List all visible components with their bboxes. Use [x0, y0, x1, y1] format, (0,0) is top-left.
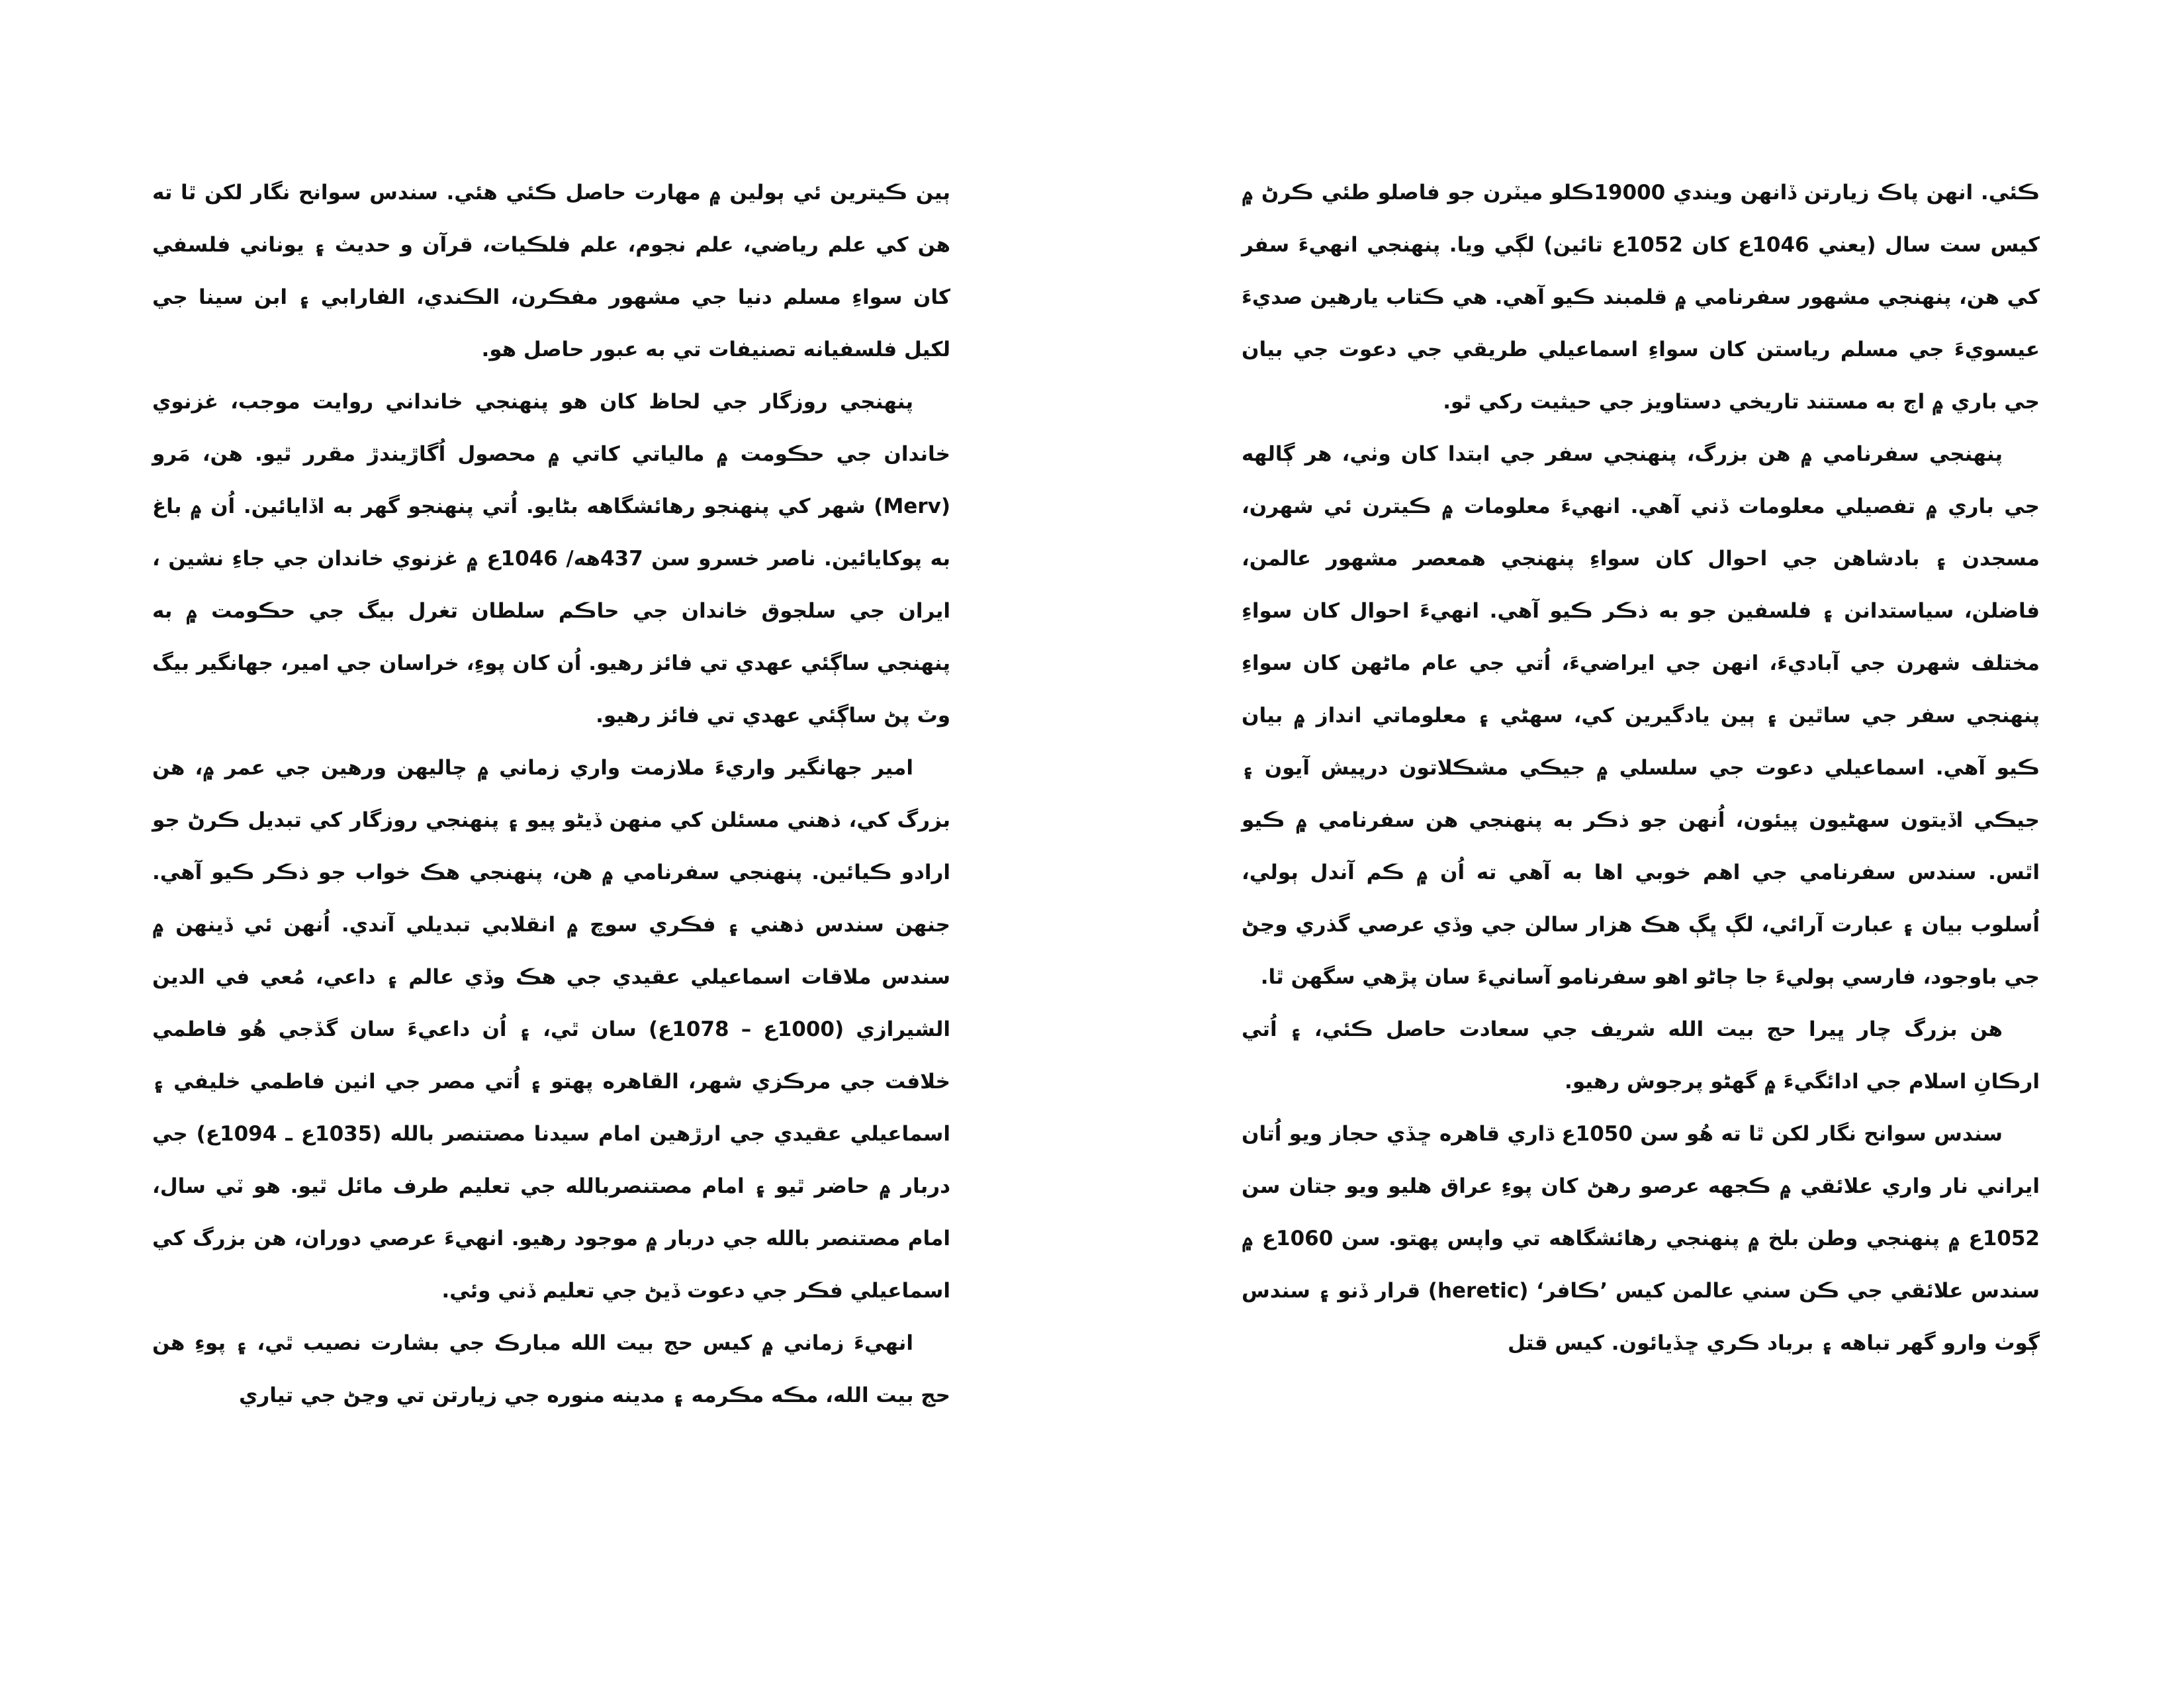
- paragraph: پنهنجي روزگار جي لحاظ کان هو پنهنجي خانداني روايت موجب، غزنوي خاندان جي حڪومت ۾ مالياتي کاتي ۾ محصول اُگاڙيندڙ مقرر ٿيو. هن، مَرو (Merv) شهر کي پنهنجو رهائشگاهه بڻايو. اُتي پنهنجو گهر به اڏايائين. اُن ۾ باغ به پوکايائين. ناصر خسرو سن 437هه/ 1046ع ۾ غزنوي خاندان جي جاءِ نشين ، ايران جي سلجوق خاندان جي حاڪم سلطان تغرل بيگ جي حڪومت ۾ به پنهنجي ساڳئي عهدي تي فائز رهيو. اُن کان پوءِ، خراسان جي امير، جهانگير بيگ وٽ پڻ ساڳئي عهدي تي فائز رهيو.: [152, 390, 950, 727]
- paragraph: هن بزرگ چار ڀيرا حج بيت الله شريف جي سعادت حاصل ڪئي، ۽ اُتي ارڪانِ اسلام جي ادائگيءَ ۾ گهڻو پرجوش رهيو.: [1242, 1017, 2040, 1094]
- paragraph: انهيءَ زماني ۾ کيس حج بيت الله مبارڪ جي بشارت نصيب ٿي، ۽ پوءِ هن حج بيت الله، مڪه مڪرمه ۽ مدينه منوره جي زيارتن تي وڃڻ جي تياري: [152, 1331, 950, 1407]
- paragraph: ڪئي. انهن پاڪ زيارتن ڏانهن ويندي 19000ڪلو ميٽرن جو فاصلو طئي ڪرڻ ۾ کيس ست سال (يعني 1046ع کان 1052ع تائين) لڳي ويا. پنهنجي انهيءَ سفر کي هن، پنهنجي مشهور سفرنامي ۾ قلمبند ڪيو آهي. هي ڪتاب يارهين صديءَ عيسويءَ جي مسلم رياستن کان سواءِ اسماعيلي طريقي جي دعوت جي بيان جي باري ۾ اڄ به مستند تاريخي دستاويز جي حيثيت رکي ٿو.: [1242, 181, 2040, 414]
- paragraph: ٻين ڪيترين ئي ٻولين ۾ مهارت حاصل ڪئي هئي. سندس سوانح نگار لکن ٿا ته هن کي علم رياضي، علم نجوم، علم فلڪيات، قرآن و حديث ۽ يوناني فلسفي کان سواءِ مسلم دنيا جي مشهور مفڪرن، الڪندي، الفارابي ۽ ابن سينا جي لکيل فلسفيانه تصنيفات تي به عبور حاصل هو.: [152, 181, 950, 361]
- left-page-text: [152, 167, 950, 1422]
- paragraph: امير جهانگير واريءَ ملازمت واري زماني ۾ چاليهن ورهين جي عمر ۾، هن بزرگ کي، ذهني مسئلن کي منهن ڏيڻو پيو ۽ پنهنجي روزگار کي تبديل ڪرڻ جو ارادو ڪيائين. پنهنجي سفرنامي ۾ هن، پنهنجي هڪ خواب جو ذڪر ڪيو آهي. جنهن سندس ذهني ۽ فڪري سوچ ۾ انقلابي تبديلي آندي. اُنهن ئي ڏينهن ۾ سندس ملاقات اسماعيلي عقيدي جي هڪ وڏي عالم ۽ داعي، مُعي في الدين الشيرازي (1000ع – 1078ع) سان ٿي، ۽ اُن داعيءَ سان گڏجي هُو فاطمي خلافت جي مرڪزي شهر، القاهره پهتو ۽ اُتي مصر جي اٺين فاطمي خليفي ۽ اسماعيلي عقيدي جي ارڙهين امام سيدنا مصتنصر بالله (1035ع ـ 1094ع) جي دربار ۾ حاضر ٿيو ۽ امام مصتنصربالله جي تعليم طرف مائل ٿيو. هو ٽي سال، امام مصتنصر بالله جي دربار ۾ موجود رهيو. انهيءَ عرصي دوران، هن بزرگ کي اسماعيلي فڪر جي دعوت ڏيڻ جي تعليم ڏني وئي.: [152, 756, 951, 1303]
- right-page-text: [1242, 167, 2040, 1370]
- paragraph: پنهنجي سفرنامي ۾ هن بزرگ، پنهنجي سفر جي ابتدا کان وٺي، هر ڳالهه جي باري ۾ تفصيلي معلومات ڏني آهي. انهيءَ معلومات ۾ ڪيترن ئي شهرن، مسجدن ۽ بادشاهن جي احوال کان سواءِ پنهنجي همعصر مشهور عالمن، فاضلن، سياستدانن ۽ فلسفين جو به ذڪر ڪيو آهي. انهيءَ احوال کان سواءِ مختلف شهرن جي آباديءَ، انهن جي ايراضيءَ، اُتي جي عام ماڻهن کان سواءِ پنهنجي سفر جي ساٿين ۽ ٻين يادگيرين کي، سهڻي ۽ معلوماتي انداز ۾ بيان ڪيو آهي. اسماعيلي دعوت جي سلسلي ۾ جيڪي مشڪلاتون درپيش آيون ۽ جيڪي اڏيتون سهڻيون پيئون، اُنهن جو ذڪر به پنهنجي هن سفرنامي ۾ ڪيو اٿس. سندس سفرنامي جي اهم خوبي اها به آهي ته اُن ۾ ڪم آندل ٻولي، اُسلوب بيان ۽ عبارت آرائي، لڳ ڀڳ هڪ هزار سالن جي وڏي عرصي گذري وڃڻ جي باوجود، فارسي ٻوليءَ جا ڄاڻو اهو سفرنامو آسانيءَ سان پڙهي سگهن ٿا.: [1242, 442, 2040, 989]
- right-page: [1092, 0, 2184, 1688]
- paragraph: سندس سوانح نگار لکن ٿا ته هُو سن 1050ع ڌاري قاهره ڇڏي حجاز ويو اُتان ايراني نار واري علائقي ۾ ڪجهه عرصو رهڻ کان پوءِ عراق هليو ويو جتان سن 1052ع ۾ پنهنجي وطن بلخ ۾ پنهنجي رهائشگاهه تي واپس پهتو. سن 1060ع ۾ سندس علائقي جي ڪن سني عالمن کيس ’ڪافر‘ (heretic) قرار ڏنو ۽ سندس ڳوٺ وارو گهر تباهه ۽ برباد ڪري ڇڏيائون. کيس قتل: [1242, 1122, 2040, 1355]
